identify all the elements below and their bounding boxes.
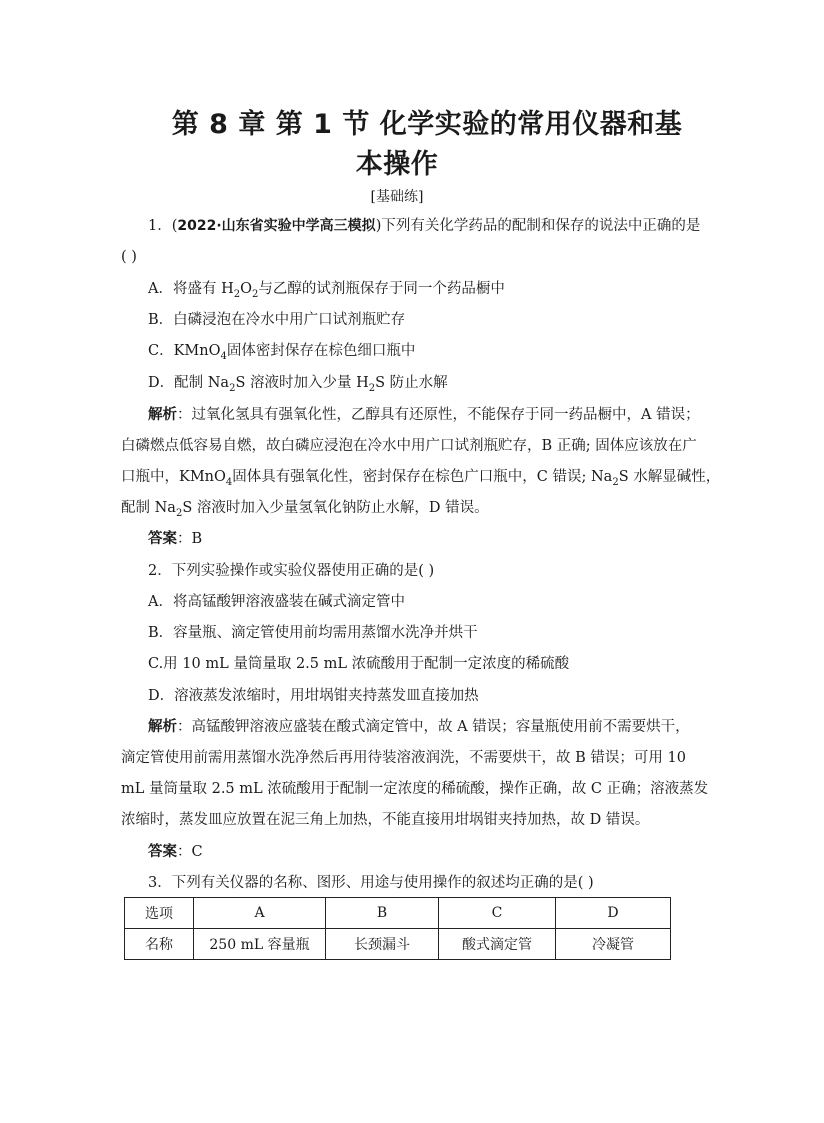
- q2-explanation-line: 滴定管使用前需用蒸馏水洗净然后再用待装溶液润洗，不需要烘干，故 B 错误；可用 10: [121, 750, 686, 766]
- page-title-line1: 第 8 章 第 1 节 化学实验的常用仪器和基: [171, 109, 683, 140]
- q1-explanation-line: 口瓶中，KMnO$_4$固体具有强氧化性，密封保存在棕色广口瓶中，C 错误; $Na_2S$ 水解显碱性，: [121, 469, 721, 488]
- q2-stem: 2．下列实验操作或实验仪器使用正确的是( ): [148, 563, 435, 579]
- q1-explanation: 解析：过氧化氢具有强氧化性，乙醇具有还原性，不能保存于同一药品橱中，A 错误；: [148, 406, 700, 423]
- table-cell: 酸式滴定管: [439, 929, 556, 960]
- q2-option-a: A．将高锰酸钾溶液盛装在碱式滴定管中: [148, 594, 405, 610]
- q2-explanation: 解析：高锰酸钾溶液应盛装在酸式滴定管中，故 A 错误；容量瓶使用前不需要烘干，: [148, 718, 690, 735]
- q1-option-a: A．将盛有 $H_2O_2$与乙醇的试剂瓶保存于同一个药品橱中: [148, 281, 505, 300]
- q2-answer: 答案：C: [148, 843, 203, 860]
- table-cell: 冷凝管: [556, 929, 671, 960]
- table-header-row: [125, 898, 671, 929]
- q1-option-b: B．白磷浸泡在冷水中用广口试剂瓶贮存: [148, 312, 406, 328]
- q2-option-c: C.用 10 mL 量筒量取 2.5 mL 浓硫酸用于配制一定浓度的稀硫酸: [148, 656, 570, 672]
- page-title-line2: 本操作: [355, 149, 439, 180]
- table-cell: 250 mL 容量瓶: [194, 929, 326, 960]
- section-subtitle: [基础练]: [370, 189, 424, 205]
- q1-explanation-line: 白磷燃点低容易自燃，故白磷应浸泡在冷水中用广口试剂瓶贮存，B 正确; 固体应该放在广: [121, 438, 697, 454]
- q1-answer-paren: ( ): [121, 249, 137, 265]
- table-cell: 名称: [125, 929, 194, 960]
- q3-stem: 3．下列有关仪器的名称、图形、用途与使用操作的叙述均正确的是( ): [148, 875, 594, 891]
- table-cell: C: [439, 898, 556, 929]
- table-cell: D: [556, 898, 671, 929]
- table-cell: 选项: [125, 898, 194, 929]
- q1-explanation-line: 配制 $Na_2S$ 溶液时加入少量氢氧化钠防止水解，D 错误。: [121, 500, 489, 519]
- table-row: [125, 929, 671, 960]
- q2-option-b: B．容量瓶、滴定管使用前均需用蒸馏水洗净并烘干: [148, 625, 478, 641]
- table-cell: B: [326, 898, 439, 929]
- q3-options-table: [124, 897, 671, 960]
- q2-explanation-line: 浓缩时，蒸发皿应放置在泥三角上加热，不能直接用坩埚钳夹持加热，故 D 错误。: [121, 812, 650, 828]
- q1-answer: 答案：B: [148, 530, 203, 547]
- q1-option-d: D．配制 $Na_2S$ 溶液时加入少量 $H_2S$ 防止水解: [148, 375, 448, 394]
- q1-option-c: C．KMnO$_4$固体密封保存在棕色细口瓶中: [148, 343, 416, 362]
- table-cell: 长颈漏斗: [326, 929, 439, 960]
- q2-explanation-line: mL 量筒量取 2.5 mL 浓硫酸用于配制一定浓度的稀硫酸，操作正确，故 C 正确；溶液蒸发: [121, 781, 709, 797]
- q1-stem: 1．(2022·山东省实验中学高三模拟)下列有关化学药品的配制和保存的说法中正确的是: [148, 218, 701, 234]
- q2-option-d: D．溶液蒸发浓缩时，用坩埚钳夹持蒸发皿直接加热: [148, 688, 479, 704]
- table-cell: A: [194, 898, 326, 929]
- q1-source: 2022·山东省实验中学高三模拟: [177, 218, 376, 234]
